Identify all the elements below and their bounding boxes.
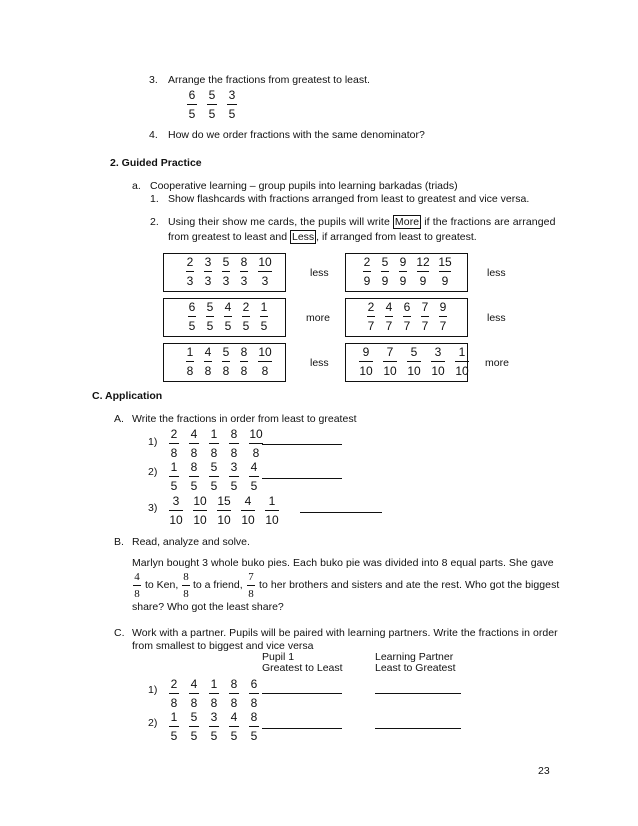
fraction-numerator: 4 <box>190 677 198 691</box>
fraction-bar <box>227 104 237 105</box>
app-a-item2-number: 2) <box>148 466 158 478</box>
app-b-segment-1: to Ken, <box>145 579 179 591</box>
app-a-item3-number: 3) <box>148 502 158 514</box>
flashcard-5-fraction-1 <box>185 345 195 378</box>
fraction-denominator: 5 <box>224 319 232 333</box>
fraction-bar <box>229 693 239 694</box>
fraction-bar <box>407 361 421 362</box>
fraction-denominator: 8 <box>230 446 238 460</box>
fraction-bar <box>439 316 447 317</box>
fraction-bar <box>258 271 272 272</box>
fraction-bar <box>204 271 212 272</box>
fraction-numerator: 3 <box>230 460 238 474</box>
fraction-denominator: 5 <box>260 319 268 333</box>
fraction-bar <box>189 726 199 727</box>
flashcard-2-fraction-4 <box>416 255 430 288</box>
app-b-fraction-3-numerator: 7 <box>248 571 254 583</box>
fraction-numerator: 3 <box>210 710 218 724</box>
fraction-numerator: 4 <box>204 345 212 359</box>
app-a-item2-fraction-4 <box>228 460 240 493</box>
fraction-numerator: 2 <box>170 677 178 691</box>
page-number: 23 <box>538 765 550 777</box>
fraction-bar <box>260 316 268 317</box>
app-a-answer-3 <box>300 512 382 513</box>
fraction-denominator: 5 <box>230 479 238 493</box>
fraction-denominator: 7 <box>439 319 447 333</box>
fraction-denominator: 5 <box>242 319 250 333</box>
app-b-fraction-3 <box>246 571 256 600</box>
fraction-denominator: 7 <box>385 319 393 333</box>
app-a-item1-fraction-5 <box>248 427 264 460</box>
fraction-denominator: 10 <box>217 513 231 527</box>
app-a-item1-fraction-1 <box>168 427 180 460</box>
app-b-fraction-2 <box>181 571 191 600</box>
app-b-fraction-1-numerator: 4 <box>134 571 140 583</box>
fraction-denominator: 3 <box>261 274 269 288</box>
guided-item2-line2-pre: from greatest to least and <box>168 231 290 243</box>
flashcard-3-fraction-2 <box>205 300 215 333</box>
fraction-denominator: 8 <box>170 696 178 710</box>
fraction-numerator: 5 <box>210 460 218 474</box>
fraction-bar <box>169 443 179 444</box>
app-b-segment-2: to a friend, <box>193 579 243 591</box>
q3-number: 3. <box>149 74 158 86</box>
app-a-item2-fraction-3 <box>208 460 220 493</box>
fraction-bar <box>249 476 259 477</box>
fraction-denominator: 10 <box>359 364 373 378</box>
fraction-denominator: 7 <box>403 319 411 333</box>
fraction-denominator: 9 <box>419 274 427 288</box>
app-b-segment-3: to her brothers and sisters and ate the rest. Who got the biggest <box>259 579 560 591</box>
fraction-numerator: 6 <box>188 300 196 314</box>
fraction-bar <box>187 104 197 105</box>
fraction-numerator: 12 <box>416 255 430 269</box>
fraction-denominator: 10 <box>193 513 207 527</box>
app-c-answer-1-partner <box>375 693 461 694</box>
fraction-denominator: 10 <box>241 513 255 527</box>
fraction-numerator: 8 <box>230 677 238 691</box>
app-c-answer-2-pupil <box>262 728 342 729</box>
fraction-numerator: 10 <box>249 427 263 441</box>
fraction-bar <box>169 476 179 477</box>
fraction-numerator: 8 <box>190 460 198 474</box>
fraction-bar <box>265 510 279 511</box>
app-c-item1-fraction-4 <box>228 677 240 710</box>
flashcard-4-fraction-3 <box>402 300 412 333</box>
fraction-denominator: 5 <box>208 107 216 121</box>
fraction-denominator: 8 <box>250 696 258 710</box>
fraction-bar <box>182 585 190 586</box>
fraction-bar <box>209 476 219 477</box>
fraction-denominator: 5 <box>228 107 236 121</box>
app-a-item3-fraction-4 <box>240 494 256 527</box>
fraction-numerator: 10 <box>258 255 272 269</box>
guided-item2-line1-post: if the fractions are arranged <box>421 216 556 228</box>
fraction-numerator: 5 <box>190 710 198 724</box>
fraction-numerator: 10 <box>193 494 207 508</box>
app-c-col2-title: Learning Partner <box>375 651 454 663</box>
fraction-numerator: 1 <box>170 710 178 724</box>
fraction-denominator: 5 <box>170 729 178 743</box>
fraction-numerator: 5 <box>206 300 214 314</box>
flashcard-5-fraction-5 <box>257 345 273 378</box>
fraction-numerator: 1 <box>210 677 218 691</box>
app-b-fraction-1 <box>132 571 142 600</box>
q3-text: Arrange the fractions from greatest to least. <box>168 74 370 86</box>
flashcard-1-fraction-1 <box>185 255 195 288</box>
fraction-numerator: 1 <box>170 460 178 474</box>
fraction-bar <box>169 693 179 694</box>
fraction-denominator: 10 <box>431 364 445 378</box>
fraction-numerator: 5 <box>222 255 230 269</box>
fraction-numerator: 9 <box>399 255 407 269</box>
guided-item2-line1 <box>168 216 556 229</box>
flashcard-2-fraction-1 <box>362 255 372 288</box>
fraction-denominator: 7 <box>421 319 429 333</box>
fraction-denominator: 8 <box>222 364 230 378</box>
fraction-numerator: 8 <box>240 255 248 269</box>
fraction-denominator: 10 <box>407 364 421 378</box>
fraction-numerator: 2 <box>242 300 250 314</box>
app-c-item1-number: 1) <box>148 684 158 696</box>
q3-fraction-2 <box>206 88 218 121</box>
fraction-bar <box>229 443 239 444</box>
fraction-numerator: 2 <box>170 427 178 441</box>
flashcard-4-fraction-4 <box>420 300 430 333</box>
flashcard-1-fraction-2 <box>203 255 213 288</box>
app-a-answer-1 <box>262 444 342 445</box>
fraction-numerator: 9 <box>439 300 447 314</box>
app-a-item3-fraction-5 <box>264 494 280 527</box>
fraction-numerator: 4 <box>224 300 232 314</box>
fraction-bar <box>258 361 272 362</box>
fraction-denominator: 10 <box>169 513 183 527</box>
fraction-bar <box>186 361 194 362</box>
fraction-denominator: 8 <box>240 364 248 378</box>
fraction-bar <box>455 361 469 362</box>
app-a-item3-fraction-3 <box>216 494 232 527</box>
fraction-bar <box>363 271 371 272</box>
fraction-numerator: 4 <box>244 494 252 508</box>
app-c-item2-fraction-5 <box>248 710 260 743</box>
fraction-numerator: 5 <box>410 345 418 359</box>
flashcard-6-fraction-2 <box>382 345 398 378</box>
fraction-numerator: 7 <box>386 345 394 359</box>
fraction-denominator: 8 <box>252 446 260 460</box>
fraction-numerator: 6 <box>250 677 258 691</box>
fraction-bar <box>240 271 248 272</box>
app-a-text: Write the fractions in order from least to greatest <box>132 413 357 425</box>
app-c-item2-number: 2) <box>148 717 158 729</box>
app-c-label: C. <box>114 627 125 639</box>
fraction-bar <box>417 271 429 272</box>
fraction-numerator: 2 <box>363 255 371 269</box>
fraction-numerator: 8 <box>250 710 258 724</box>
fraction-numerator: 5 <box>222 345 230 359</box>
flashcard-3-fraction-3 <box>223 300 233 333</box>
fraction-bar <box>224 316 232 317</box>
fraction-denominator: 5 <box>210 729 218 743</box>
flashcard-3-fraction-4 <box>241 300 251 333</box>
flashcard-3-fraction-1 <box>187 300 197 333</box>
guided-heading: 2. Guided Practice <box>110 157 202 169</box>
fraction-denominator: 5 <box>188 107 196 121</box>
app-a-item1-fraction-2 <box>188 427 200 460</box>
fraction-numerator: 1 <box>268 494 276 508</box>
guided-item2-line1-pre: Using their show me cards, the pupils will write <box>168 216 393 228</box>
fraction-bar <box>249 726 259 727</box>
fraction-numerator: 4 <box>250 460 258 474</box>
fraction-bar <box>399 271 407 272</box>
fraction-denominator: 10 <box>383 364 397 378</box>
app-a-item2-fraction-1 <box>168 460 180 493</box>
fraction-denominator: 9 <box>381 274 389 288</box>
fraction-bar <box>240 361 248 362</box>
fraction-bar <box>367 316 375 317</box>
flashcard-2-answer: less <box>487 267 506 279</box>
fraction-numerator: 8 <box>240 345 248 359</box>
fraction-denominator: 5 <box>188 319 196 333</box>
fraction-numerator: 15 <box>438 255 452 269</box>
fraction-denominator: 5 <box>250 479 258 493</box>
fraction-bar <box>431 361 445 362</box>
fraction-denominator: 5 <box>206 319 214 333</box>
fraction-numerator: 1 <box>186 345 194 359</box>
fraction-bar <box>249 693 259 694</box>
app-c-answer-2-partner <box>375 728 461 729</box>
fraction-numerator: 3 <box>434 345 442 359</box>
app-c-line2: from smallest to biggest and vice versa <box>132 640 314 652</box>
fraction-bar <box>222 361 230 362</box>
app-b-text: Read, analyze and solve. <box>132 536 250 548</box>
fraction-bar <box>229 726 239 727</box>
guided-a-text: Cooperative learning – group pupils into learning barkadas (triads) <box>150 180 458 192</box>
fraction-bar <box>381 271 389 272</box>
guided-item1-text: Show flashcards with fractions arranged from least to greatest and vice versa. <box>168 193 530 205</box>
app-a-item2-fraction-5 <box>248 460 260 493</box>
fraction-denominator: 3 <box>204 274 212 288</box>
flashcard-2-fraction-2 <box>380 255 390 288</box>
app-c-item1-fraction-3 <box>208 677 220 710</box>
fraction-numerator: 4 <box>190 427 198 441</box>
fraction-bar <box>247 585 255 586</box>
fraction-bar <box>241 510 255 511</box>
fraction-denominator: 8 <box>190 696 198 710</box>
fraction-bar <box>209 443 219 444</box>
app-a-item1-fraction-3 <box>208 427 220 460</box>
fraction-numerator: 1 <box>210 427 218 441</box>
fraction-denominator: 9 <box>363 274 371 288</box>
fraction-numerator: 4 <box>230 710 238 724</box>
fraction-bar <box>383 361 397 362</box>
less-keyword: Less <box>291 231 315 243</box>
fraction-denominator: 5 <box>190 729 198 743</box>
fraction-bar <box>204 361 212 362</box>
fraction-bar <box>217 510 231 511</box>
fraction-numerator: 9 <box>362 345 370 359</box>
app-c-item1-fraction-5 <box>248 677 260 710</box>
fraction-bar <box>189 443 199 444</box>
flashcard-1-answer: less <box>310 267 329 279</box>
fraction-bar <box>421 316 429 317</box>
app-c-item2-fraction-3 <box>208 710 220 743</box>
app-a-item2-fraction-2 <box>188 460 200 493</box>
fraction-denominator: 3 <box>186 274 194 288</box>
guided-item1-number: 1. <box>150 193 159 205</box>
app-c-col2-subtitle: Least to Greatest <box>375 662 456 674</box>
fraction-denominator: 3 <box>240 274 248 288</box>
app-c-line1: Work with a partner. Pupils will be paired with learning partners. Write the fractions in order <box>132 627 558 639</box>
fraction-numerator: 3 <box>228 88 236 102</box>
app-a-item3-fraction-1 <box>168 494 184 527</box>
fraction-numerator: 7 <box>421 300 429 314</box>
app-a-item1-fraction-4 <box>228 427 240 460</box>
fraction-numerator: 6 <box>188 88 196 102</box>
flashcard-6-answer: more <box>485 357 509 369</box>
fraction-denominator: 10 <box>455 364 469 378</box>
flashcard-5-answer: less <box>310 357 329 369</box>
fraction-denominator: 8 <box>230 696 238 710</box>
fraction-numerator: 8 <box>230 427 238 441</box>
fraction-numerator: 5 <box>381 255 389 269</box>
fraction-numerator: 6 <box>403 300 411 314</box>
app-c-item1-fraction-2 <box>188 677 200 710</box>
flashcard-3-fraction-5 <box>259 300 269 333</box>
app-c-item2-fraction-4 <box>228 710 240 743</box>
fraction-denominator: 5 <box>250 729 258 743</box>
fraction-bar <box>222 271 230 272</box>
flashcard-3-answer: more <box>306 312 330 324</box>
fraction-bar <box>249 443 263 444</box>
fraction-numerator: 4 <box>385 300 393 314</box>
app-b-fraction-2-denominator: 8 <box>183 588 189 600</box>
app-b-fraction-1-denominator: 8 <box>134 588 140 600</box>
fraction-denominator: 8 <box>190 446 198 460</box>
fraction-bar <box>439 271 451 272</box>
fraction-numerator: 3 <box>172 494 180 508</box>
q3-fraction-3 <box>226 88 238 121</box>
flashcard-4-answer: less <box>487 312 506 324</box>
app-c-answer-1-pupil <box>262 693 342 694</box>
fraction-denominator: 8 <box>210 696 218 710</box>
app-a-item3-fraction-2 <box>192 494 208 527</box>
fraction-bar <box>359 361 373 362</box>
fraction-denominator: 9 <box>399 274 407 288</box>
q3-fraction-1 <box>186 88 198 121</box>
fraction-denominator: 8 <box>210 446 218 460</box>
app-c-item2-fraction-2 <box>188 710 200 743</box>
fraction-bar <box>189 476 199 477</box>
app-c-col1-subtitle: Greatest to Least <box>262 662 343 674</box>
fraction-numerator: 1 <box>458 345 466 359</box>
fraction-bar <box>169 510 183 511</box>
guided-item2-line2-post: , if arranged from least to greatest. <box>316 231 477 243</box>
flashcard-1-fraction-4 <box>239 255 249 288</box>
fraction-denominator: 5 <box>170 479 178 493</box>
flashcard-1-fraction-3 <box>221 255 231 288</box>
fraction-bar <box>189 693 199 694</box>
app-a-answer-2 <box>262 478 342 479</box>
fraction-bar <box>229 476 239 477</box>
guided-item2-number: 2. <box>150 216 159 228</box>
flashcard-6-fraction-5 <box>454 345 470 378</box>
fraction-bar <box>209 693 219 694</box>
fraction-bar <box>242 316 250 317</box>
app-b-label: B. <box>114 536 124 548</box>
app-c-item1-fraction-1 <box>168 677 180 710</box>
fraction-numerator: 1 <box>260 300 268 314</box>
flashcard-1-fraction-5 <box>257 255 273 288</box>
fraction-denominator: 3 <box>222 274 230 288</box>
fraction-denominator: 10 <box>265 513 279 527</box>
app-c-col1-title: Pupil 1 <box>262 651 295 663</box>
fraction-bar <box>133 585 141 586</box>
fraction-bar <box>385 316 393 317</box>
app-b-fraction-2-numerator: 8 <box>183 571 189 583</box>
app-b-story-line1: Marlyn bought 3 whole buko pies. Each buko pie was divided into 8 equal parts. She gave <box>132 557 554 569</box>
app-a-label: A. <box>114 413 124 425</box>
fraction-denominator: 8 <box>186 364 194 378</box>
fraction-denominator: 8 <box>170 446 178 460</box>
flashcard-5-fraction-4 <box>239 345 249 378</box>
fraction-numerator: 2 <box>186 255 194 269</box>
flashcard-4-fraction-1 <box>366 300 376 333</box>
fraction-numerator: 10 <box>258 345 272 359</box>
fraction-bar <box>169 726 179 727</box>
flashcard-5-fraction-3 <box>221 345 231 378</box>
flashcard-6-fraction-4 <box>430 345 446 378</box>
fraction-bar <box>188 316 196 317</box>
fraction-denominator: 5 <box>230 729 238 743</box>
flashcard-4-fraction-2 <box>384 300 394 333</box>
fraction-bar <box>403 316 411 317</box>
fraction-denominator: 8 <box>261 364 269 378</box>
fraction-bar <box>206 316 214 317</box>
app-b-story-line3: share? Who got the least share? <box>132 601 284 613</box>
fraction-numerator: 2 <box>367 300 375 314</box>
fraction-bar <box>186 271 194 272</box>
guided-item2-line2 <box>168 231 477 244</box>
fraction-denominator: 5 <box>190 479 198 493</box>
flashcard-2-fraction-3 <box>398 255 408 288</box>
fraction-numerator: 3 <box>204 255 212 269</box>
fraction-denominator: 7 <box>367 319 375 333</box>
flashcard-5-fraction-2 <box>203 345 213 378</box>
application-heading: C. Application <box>92 390 163 402</box>
q4-number: 4. <box>149 129 158 141</box>
fraction-numerator: 15 <box>217 494 231 508</box>
app-b-fraction-3-denominator: 8 <box>248 588 254 600</box>
fraction-numerator: 5 <box>208 88 216 102</box>
more-keyword: More <box>394 216 420 228</box>
flashcard-6-fraction-1 <box>358 345 374 378</box>
fraction-bar <box>193 510 207 511</box>
fraction-denominator: 9 <box>441 274 449 288</box>
fraction-bar <box>209 726 219 727</box>
flashcard-2-fraction-5 <box>438 255 452 288</box>
fraction-bar <box>207 104 217 105</box>
q4-text: How do we order fractions with the same denominator? <box>168 129 425 141</box>
guided-a-label: a. <box>132 180 141 192</box>
flashcard-4-fraction-5 <box>438 300 448 333</box>
app-c-item2-fraction-1 <box>168 710 180 743</box>
app-a-item1-number: 1) <box>148 436 158 448</box>
fraction-denominator: 5 <box>210 479 218 493</box>
flashcard-6-fraction-3 <box>406 345 422 378</box>
fraction-denominator: 8 <box>204 364 212 378</box>
